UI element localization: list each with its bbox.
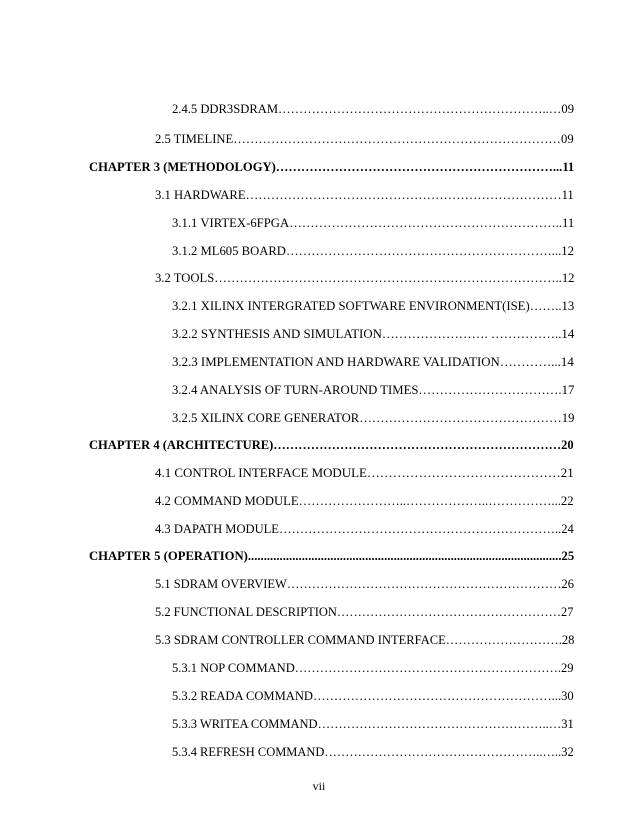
toc-entry-5-3-4: 5.3.4 REFRESH COMMAND……………………………………………..…..32 [172,745,574,759]
toc-entry-3-2-2: 3.2.2 SYNTHESIS AND SIMULATION……………………. ……………..14 [172,327,575,341]
toc-entry-5-3-1: 5.3.1 NOP COMMAND……………………………………………………….29 [172,661,574,675]
toc-entry-3-2-1: 3.2.1 XILINX INTERGRATED SOFTWARE ENVIRONMENT(ISE)……..13 [172,299,575,313]
toc-entry-4-1: 4.1 CONTROL INTERFACE MODULE………………………………………21 [155,466,574,480]
toc-chapter-4: CHAPTER 4 (ARCHITECTURE)……………………………………………………………20 [89,438,574,452]
toc-entry-5-3-2: 5.3.2 READA COMMAND…………………………………………………...30 [172,689,574,703]
toc-entry-3-1-2: 3.1.2 ML605 BOARD………………………………………………………...12 [172,244,574,258]
toc-chapter-3: CHAPTER 3 (METHODOLOGY)…………………………………………………………...11 [89,160,575,174]
toc-entry-5-2: 5.2 FUNCTIONAL DESCRIPTION………………………………………………27 [155,605,574,619]
toc-entry-2-4-5: 2.4.5 DDR3SDRAM………………………………………………………..…09 [172,102,575,116]
toc-entry-3-1-1: 3.1.1 VIRTEX-6FPGA………………………………………………………..11 [172,216,575,230]
toc-entry-3-2-3: 3.2.3 IMPLEMENTATION AND HARDWARE VALIDATION…………...14 [172,355,574,369]
toc-entry-5-1: 5.1 SDRAM OVERVIEW…………………………………………………………26 [155,577,574,591]
toc-entry-3-2-5: 3.2.5 XILINX CORE GENERATOR…………………………………………19 [172,411,575,425]
toc-entry-4-3: 4.3 DAPATH MODULE…………………………………………………………..24 [155,522,574,536]
toc-chapter-5: CHAPTER 5 (OPERATION)...................................................................................................25 [89,549,575,563]
toc-entry-2-5: 2.5 TIMELINE……………………………………………………………………09 [155,132,574,146]
toc-entry-3-1: 3.1 HARDWARE…………………………………………………………………11 [155,188,574,202]
toc-entry-3-2: 3.2 TOOLS………………………………………………………………………..12 [155,271,575,285]
page-number: vii [312,779,326,793]
toc-entry-4-2: 4.2 COMMAND MODULE……………………..………………..……………...22 [155,494,574,508]
toc-entry-5-3: 5.3 SDRAM CONTROLLER COMMAND INTERFACE……………………….28 [155,633,575,647]
toc-entry-3-2-4: 3.2.4 ANALYSIS OF TURN-AROUND TIMES…………………………….17 [172,383,575,397]
toc-entry-5-3-3: 5.3.3 WRITEA COMMAND………………………………………………..…31 [172,717,574,731]
